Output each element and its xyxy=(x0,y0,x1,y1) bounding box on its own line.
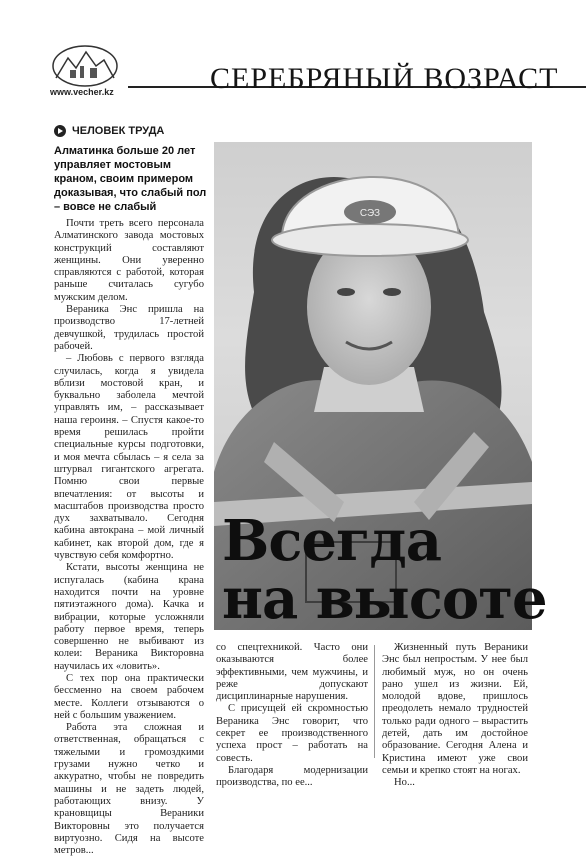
article-column-2 xyxy=(216,642,368,789)
kicker-label: ЧЕЛОВЕК ТРУДА xyxy=(72,125,165,137)
play-bullet-icon xyxy=(54,125,66,137)
paragraph: Работа эта сложная и ответственная, обращаться с тяжелыми и громоздкими грузами нужно четко и аккуратно, чтобы не повредить машины и не задеть людей, работающих внизу. У крановщицы Вераники Викторовны это получается виртуозно. Сидя на высоте метров... xyxy=(54,722,204,857)
headline-line-1: Всегда xyxy=(222,508,441,574)
paragraph: Но... xyxy=(394,777,415,789)
site-url: www.vecher.kz xyxy=(50,87,114,97)
paragraph: Почти треть всего персонала Алматинского завода мостовых конструкций составляют женщины. Они уверенно справляются с работой, которая раньше считалась сугубо мужским делом. xyxy=(54,218,204,303)
column-divider xyxy=(374,645,375,758)
section-rubric: СЕРЕБРЯНЫЙ ВОЗРАСТ xyxy=(210,62,559,95)
article-column-1 xyxy=(54,218,204,857)
headline-line-2: на высоте xyxy=(222,566,547,632)
paragraph: Кстати, высоты женщина не испугалась (кабина крана находится почти на уровне пятиэтажного дома). Качка и вибрации, которые усложняли работу первое время, теперь совершенно не выбивают из колеи: Вераника Викторовна научилась их «ловить». xyxy=(54,562,204,672)
paragraph: – Любовь с первого взгляда случилась, когда я увидела вблизи мостовой кран, и буквально заболела мечтой управлять им, – рассказывает наша героиня. – Спустя какое-то время решилась пройти специальные курсы подготовки, и моя мечта сбылась – я села за штурвал гигантского агрегата. Помню свои первые впечатления: от высоты и масштабов производства просто дух захватывало. Сегодня кабина автокрана – мой личный кабинет, как второй дом, где я чувствую себя комфортно. xyxy=(54,353,204,562)
kicker xyxy=(54,125,214,137)
article-column-3 xyxy=(382,642,528,789)
paragraph: Жизненный путь Вераники Энс был непростым. У нее был любимый муж, но он очень рано ушел из жизни. Ей, молодой вдове, пришлось преодолеть немало трудностей только ради одного – вырастить детей, дать им достойное образование. Сегодня Алена и Кристина имеют уже свои семьи и крепко стоят на ногах. xyxy=(382,642,528,776)
paragraph: со спецтехникой. Часто они оказываются более эффективными, чем мужчины, и реже допускают дисциплинарные нарушения. xyxy=(216,642,368,703)
article-lead: Алматинка больше 20 лет управляет мостовым краном, своим примером доказывая, что слабый пол – вовсе не слабый xyxy=(54,145,207,213)
paragraph: Вераника Энс пришла на производство 17-летней девчушкой, трудилась простой рабочей. xyxy=(54,304,204,352)
article-headline xyxy=(222,508,552,632)
paragraph: С присущей ей скромностью Вераника Энс говорит, что секрет ее производственного успеха прост – работать на совесть. xyxy=(216,703,368,764)
mountains-logo-icon xyxy=(50,44,120,88)
paragraph: Благодаря модернизации производства, по ее... xyxy=(216,764,368,789)
helmet-logo-text: СЭЗ xyxy=(359,208,381,219)
paragraph: С тех пор она практически бессменно на своем рабочем месте. Коллеги отзываются о ней с большим уважением. xyxy=(54,672,204,721)
